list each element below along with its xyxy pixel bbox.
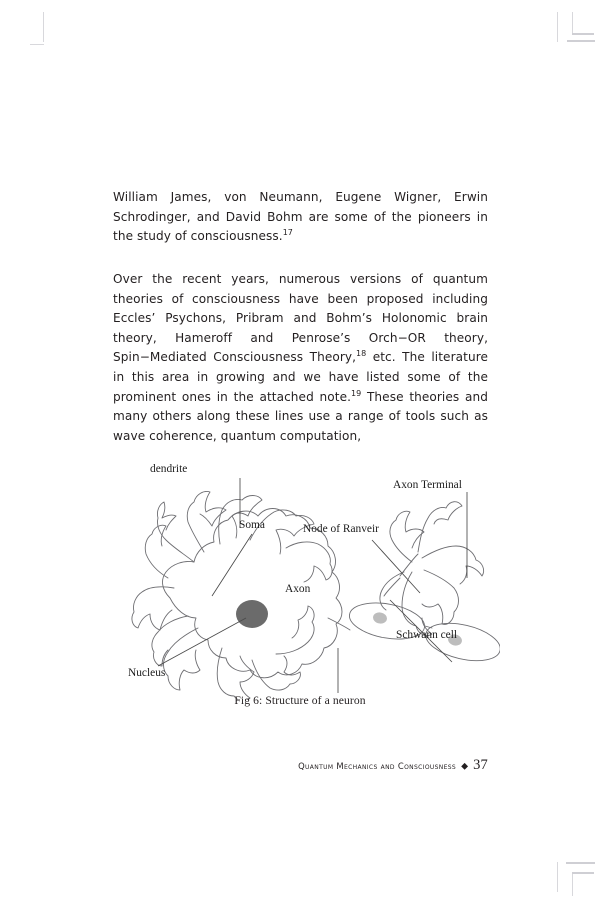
crop-mark-top-right-inner-vertical <box>572 12 573 34</box>
paragraph-pioneers-text: William James, von Neumann, Eugene Wigner, Erwin Schrodinger, and David Bohm are some of the pioneers in the study of consciousness. <box>113 190 488 244</box>
crop-mark-top-left-vertical <box>43 12 44 42</box>
crop-mark-bottom-right-horizontal-2 <box>572 872 594 874</box>
axon-terminal-stem <box>384 578 400 596</box>
leader-line-group <box>158 478 467 693</box>
crop-mark-top-left-horizontal <box>30 44 44 45</box>
diamond-separator-icon: ⬥ <box>461 760 469 772</box>
axon-terminal-branch-1 <box>390 511 424 562</box>
figure-label-nucleus: Nucleus <box>128 667 166 679</box>
axon-terminal-branch-3 <box>422 546 484 584</box>
leader-node-of-ranvier <box>372 540 420 593</box>
crop-mark-top-right-vertical <box>557 12 558 42</box>
figure-label-axon-terminal: Axon Terminal <box>393 479 462 491</box>
footnote-ref-17: 17 <box>282 228 293 238</box>
footnote-ref-18: 18 <box>356 349 367 359</box>
figure-label-schwann-cell: Schwann cell <box>396 629 458 641</box>
paragraph-quantum-theories-segment-3: These theories and many others along these lines use a range of tools such as wave coherence, quantum computation, <box>113 389 488 443</box>
nucleus-shape <box>236 600 268 628</box>
axon-start-curve <box>328 618 350 630</box>
footer-book-title: Quantum Mechanics and Consciousness <box>298 761 457 771</box>
figure-label-node-of-ranveir: Node of Ranveir <box>303 523 379 535</box>
paragraph-quantum-theories <box>113 270 488 446</box>
figure-caption: Fig 6: Structure of a neuron <box>234 694 366 707</box>
crop-mark-bottom-right-vertical <box>557 862 558 892</box>
dendrite-branch-11 <box>276 606 314 654</box>
page-number: 37 <box>473 757 488 773</box>
crop-mark-bottom-right-inner-vertical <box>572 872 573 896</box>
axon-terminal-branch-5 <box>402 572 432 636</box>
crop-mark-top-right-horizontal <box>572 33 594 35</box>
axon-terminal-branch-2 <box>418 502 462 552</box>
footnote-ref-19: 19 <box>351 388 362 398</box>
neuron-diagram <box>100 448 500 700</box>
figure-label-dendrite: dendrite <box>150 463 188 475</box>
dendrite-branch-7 <box>145 525 168 578</box>
crop-mark-top-right-horizontal-2 <box>567 40 595 42</box>
paragraph-pioneers <box>113 188 488 247</box>
figure-label-soma: Soma <box>239 519 265 531</box>
page-footer <box>298 757 488 774</box>
leader-soma <box>212 534 252 596</box>
crop-mark-bottom-right-horizontal <box>566 862 595 864</box>
paragraph-quantum-theories-segment-2: etc. The literature in this area in growing and we have listed some of the prominent ones in the attached note. <box>113 350 488 404</box>
dendrite-branch-9 <box>217 648 254 700</box>
dendrite-branch-12 <box>152 616 188 666</box>
leader-nucleus <box>158 618 246 666</box>
axon-terminal-branch-4 <box>422 570 459 624</box>
schwann-nucleus-1 <box>372 611 388 624</box>
dendrite-branch-8 <box>164 628 201 690</box>
figure-label-axon: Axon <box>285 583 311 595</box>
dendrite-branch-5 <box>286 542 332 582</box>
paragraph-quantum-theories-segment-1: Over the recent years, numerous versions of quantum theories of consciousness have been proposed including Eccles’ Psychons, Pribram and Bohm’s Holonomic brain theory, Hameroff and Penrose’s Orch−OR theory, Spin−Mediated Consciousness Theory, <box>113 272 488 365</box>
